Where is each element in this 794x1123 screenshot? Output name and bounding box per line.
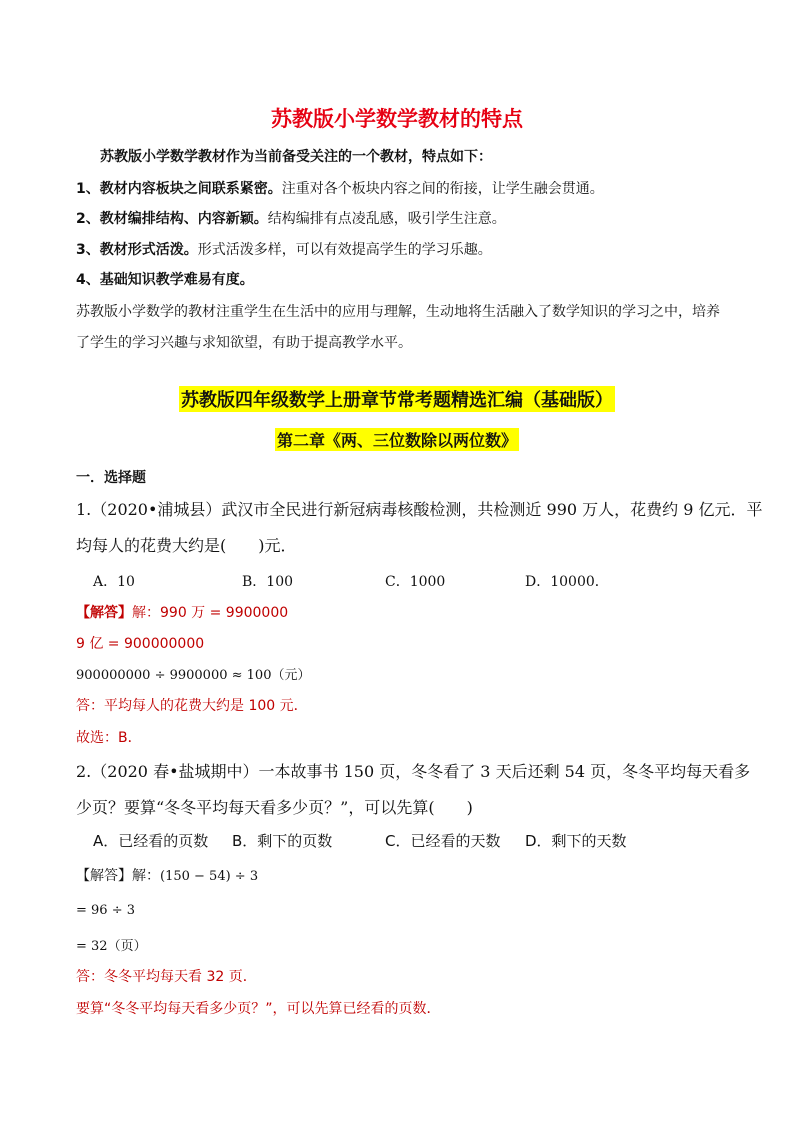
q2-answer-header	[76, 865, 258, 885]
q2-option-a: A．已经看的页数	[93, 832, 209, 850]
q1-option-a: A．10	[93, 574, 135, 590]
book-title: 苏教版四年级数学上册章节常考题精选汇编（基础版）	[179, 386, 615, 412]
q1-option-b: B．100	[242, 574, 294, 590]
q1-option-c: C．1000	[385, 574, 446, 590]
q1-step-3: 900000000 ÷ 9900000 ≈ 100（元）	[76, 668, 311, 683]
intro-point-1	[76, 178, 604, 198]
point-head: 1、教材内容板块之间联系紧密。	[76, 181, 282, 197]
q1-line2: 均每人的花费大约是( )元．	[76, 536, 297, 555]
intro-point-4	[76, 269, 254, 289]
q2-step-2: = 32（页）	[76, 939, 147, 954]
point-text: 形式活泼多样，可以有效提高学生的学习乐趣。	[197, 242, 492, 258]
q2-note: 要算“冬冬平均每天看多少页？”，可以先算已经看的页数．	[76, 1001, 441, 1017]
intro-summary-1: 苏教版小学数学的教材注重学生在生活中的应用与理解，生动地将生活融入了数学知识的学习之中，培养	[76, 304, 720, 320]
point-head: 3、教材形式活泼。	[76, 242, 198, 258]
point-text: 注重对各个板块内容之间的衔接，让学生融会贯通。	[281, 181, 604, 197]
intro-point-2	[76, 208, 506, 228]
book-title-row	[0, 386, 794, 412]
answer-label: 【解答】解：	[76, 868, 160, 884]
point-head: 4、基础知识教学难易有度。	[76, 272, 254, 288]
q2-conclusion: 答：冬冬平均每天看 32 页．	[76, 969, 257, 985]
intro-lead: 苏教版小学数学教材作为当前备受关注的一个教材，特点如下：	[100, 149, 492, 165]
answer-intro: 解：	[132, 605, 160, 621]
doc-title: 苏教版小学数学教材的特点	[271, 107, 523, 131]
q1-step-1: 990 万 = 9900000	[160, 605, 289, 621]
intro-summary-2: 了学生的学习兴趣与求知欲望，有助于提高教学水平。	[76, 335, 412, 351]
answer-label: 【解答】	[76, 605, 132, 621]
q2-step-1: = 96 ÷ 3	[76, 903, 135, 918]
q1-line1: 1.（2020•浦城县）武汉市全民进行新冠病毒核酸检测，共检测近 990 万人，花费约 9 亿元．平	[76, 500, 763, 519]
chapter-title: 第二章《两、三位数除以两位数》	[275, 428, 519, 451]
q2-option-d: D．剩下的天数	[525, 832, 627, 850]
q2-option-b: B．剩下的页数	[232, 832, 333, 850]
q2-line2: 少页？要算“冬冬平均每天看多少页？”，可以先算( )	[76, 798, 473, 817]
point-head: 2、教材编排结构、内容新颖。	[76, 211, 268, 227]
q1-step-2: 9 亿 = 900000000	[76, 636, 205, 652]
q2-line1: 2.（2020 春•盐城期中）一本故事书 150 页，冬冬看了 3 天后还剩 54 页，冬冬平均每天看多	[76, 762, 751, 781]
q1-conclusion: 答：平均每人的花费大约是 100 元．	[76, 698, 308, 714]
point-text: 结构编排有点凌乱感，吸引学生注意。	[267, 211, 506, 227]
section-heading: 一．选择题	[76, 470, 146, 486]
answer-expr: (150 − 54) ÷ 3	[160, 869, 259, 884]
q1-choice: 故选：B．	[76, 730, 142, 746]
intro-point-3	[76, 239, 492, 259]
chapter-title-row	[0, 428, 794, 451]
q2-option-c: C．已经看的天数	[385, 832, 501, 850]
q1-answer-header	[76, 602, 288, 622]
q1-option-d: D．10000．	[525, 574, 609, 590]
